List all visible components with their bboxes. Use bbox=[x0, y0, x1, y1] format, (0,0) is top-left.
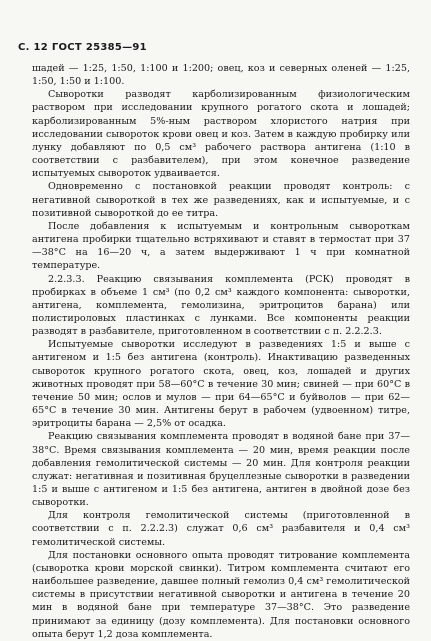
paragraph-water-bath: Реакцию связывания комплемента проводят в водяной бане при 37—38°С. Время связывания комплемента — 20 мин, время реакции после добавления гемолитической системы — 20 мин. Для контроля реакции служат: негативная и позитивная бруцеллезные сыворотки в разведении 1:5 и выше с антигеном и 1:5 без антигена, антиген в двойной дозе без сыворотки. bbox=[32, 431, 410, 509]
paragraph-continuation: шадей — 1:25, 1:50, 1:100 и 1:200; овец, коз и северных оленей — 1:25, 1:50, 1:50 и 1:100. bbox=[32, 63, 410, 88]
paragraph-control: Одновременно с постановкой реакции проводят контроль: с негативной сывороткой в тех же разведениях, как и испытуемые, и с позитивной сывороткой до ее титра. bbox=[32, 181, 410, 219]
paragraph-inactivation: Испытуемые сыворотки исследуют в разведениях 1:5 и выше с антигеном и 1:5 без антигена (контроль). Инактивацию разведенных сывороток крупного рогатого скота, овец, коз, лошадей и других животных проводят при 58—60°С в течение 30 мин; свиней — при 60°С в течение 50 мин; ослов и мулов — при 64—65°С и буйволов — при 62—65°С в течение 30 мин. Антигены берут в рабочем (удвоенном) титре, эритроциты барана — 2,5% от осадка. bbox=[32, 339, 410, 430]
document-body bbox=[32, 62, 410, 641]
page-header: С. 12 ГОСТ 25385—91 bbox=[18, 42, 147, 53]
paragraph-hemolytic-control: Для контроля гемолитической системы (приготовленной в соответствии с п. 2.2.2.3) служат 0,6 см³ разбавителя и 0,4 см³ гемолитической системы. bbox=[32, 510, 410, 548]
paragraph-rsk-2-2-3-3: 2.2.3.3. Реакцию связывания комплемента (РСК) проводят в пробирках в объеме 1 см³ (по 0,2 см³ каждого компонента: сыворотки, антигена, комплемента, гемолизина, эритроцитов барана) или полистироловых пластинках с лунками. Все компоненты реакции разводят в разбавителе, приготовленном в соответствии с п. 2.2.2.3. bbox=[32, 273, 410, 338]
paragraph-complement-titration: Для постановки основного опыта проводят титрование комплемента (сыворотка крови морской свинки). Титром комплемента считают его наибольшее разведение, давшее полный гемолиз 0,4 см³ гемолитической системы в присутствии негативной сыворотки и антигена в течение 20 мин в водяной бане при температуре 37—38°С. Это разведение принимают за единицу (дозу комплемента). Для постановки основного опыта берут 1,2 доза комплемента. bbox=[32, 549, 410, 640]
paragraph-sera-dilution: Сыворотки разводят карболизированным физиологическим раствором при исследовании крупного рогатого скота и лошадей; карболизированным 5%-ным раствором хлористого натрия при исследовании сывороток крови овец и коз. Затем в каждую пробирку или лунку добавляют по 0,5 см³ рабочего раствора антигена (1:10 в соответствии с разбавителем), при этом конечное разведение испытуемых сывороток удваивается. bbox=[32, 89, 410, 180]
paragraph-incubation: После добавления к испытуемым и контрольным сывороткам антигена пробирки тщательно встряхивают и ставят в термостат при 37—38°С на 16—20 ч, а затем выдерживают 1 ч при комнатной температуре. bbox=[32, 220, 410, 272]
